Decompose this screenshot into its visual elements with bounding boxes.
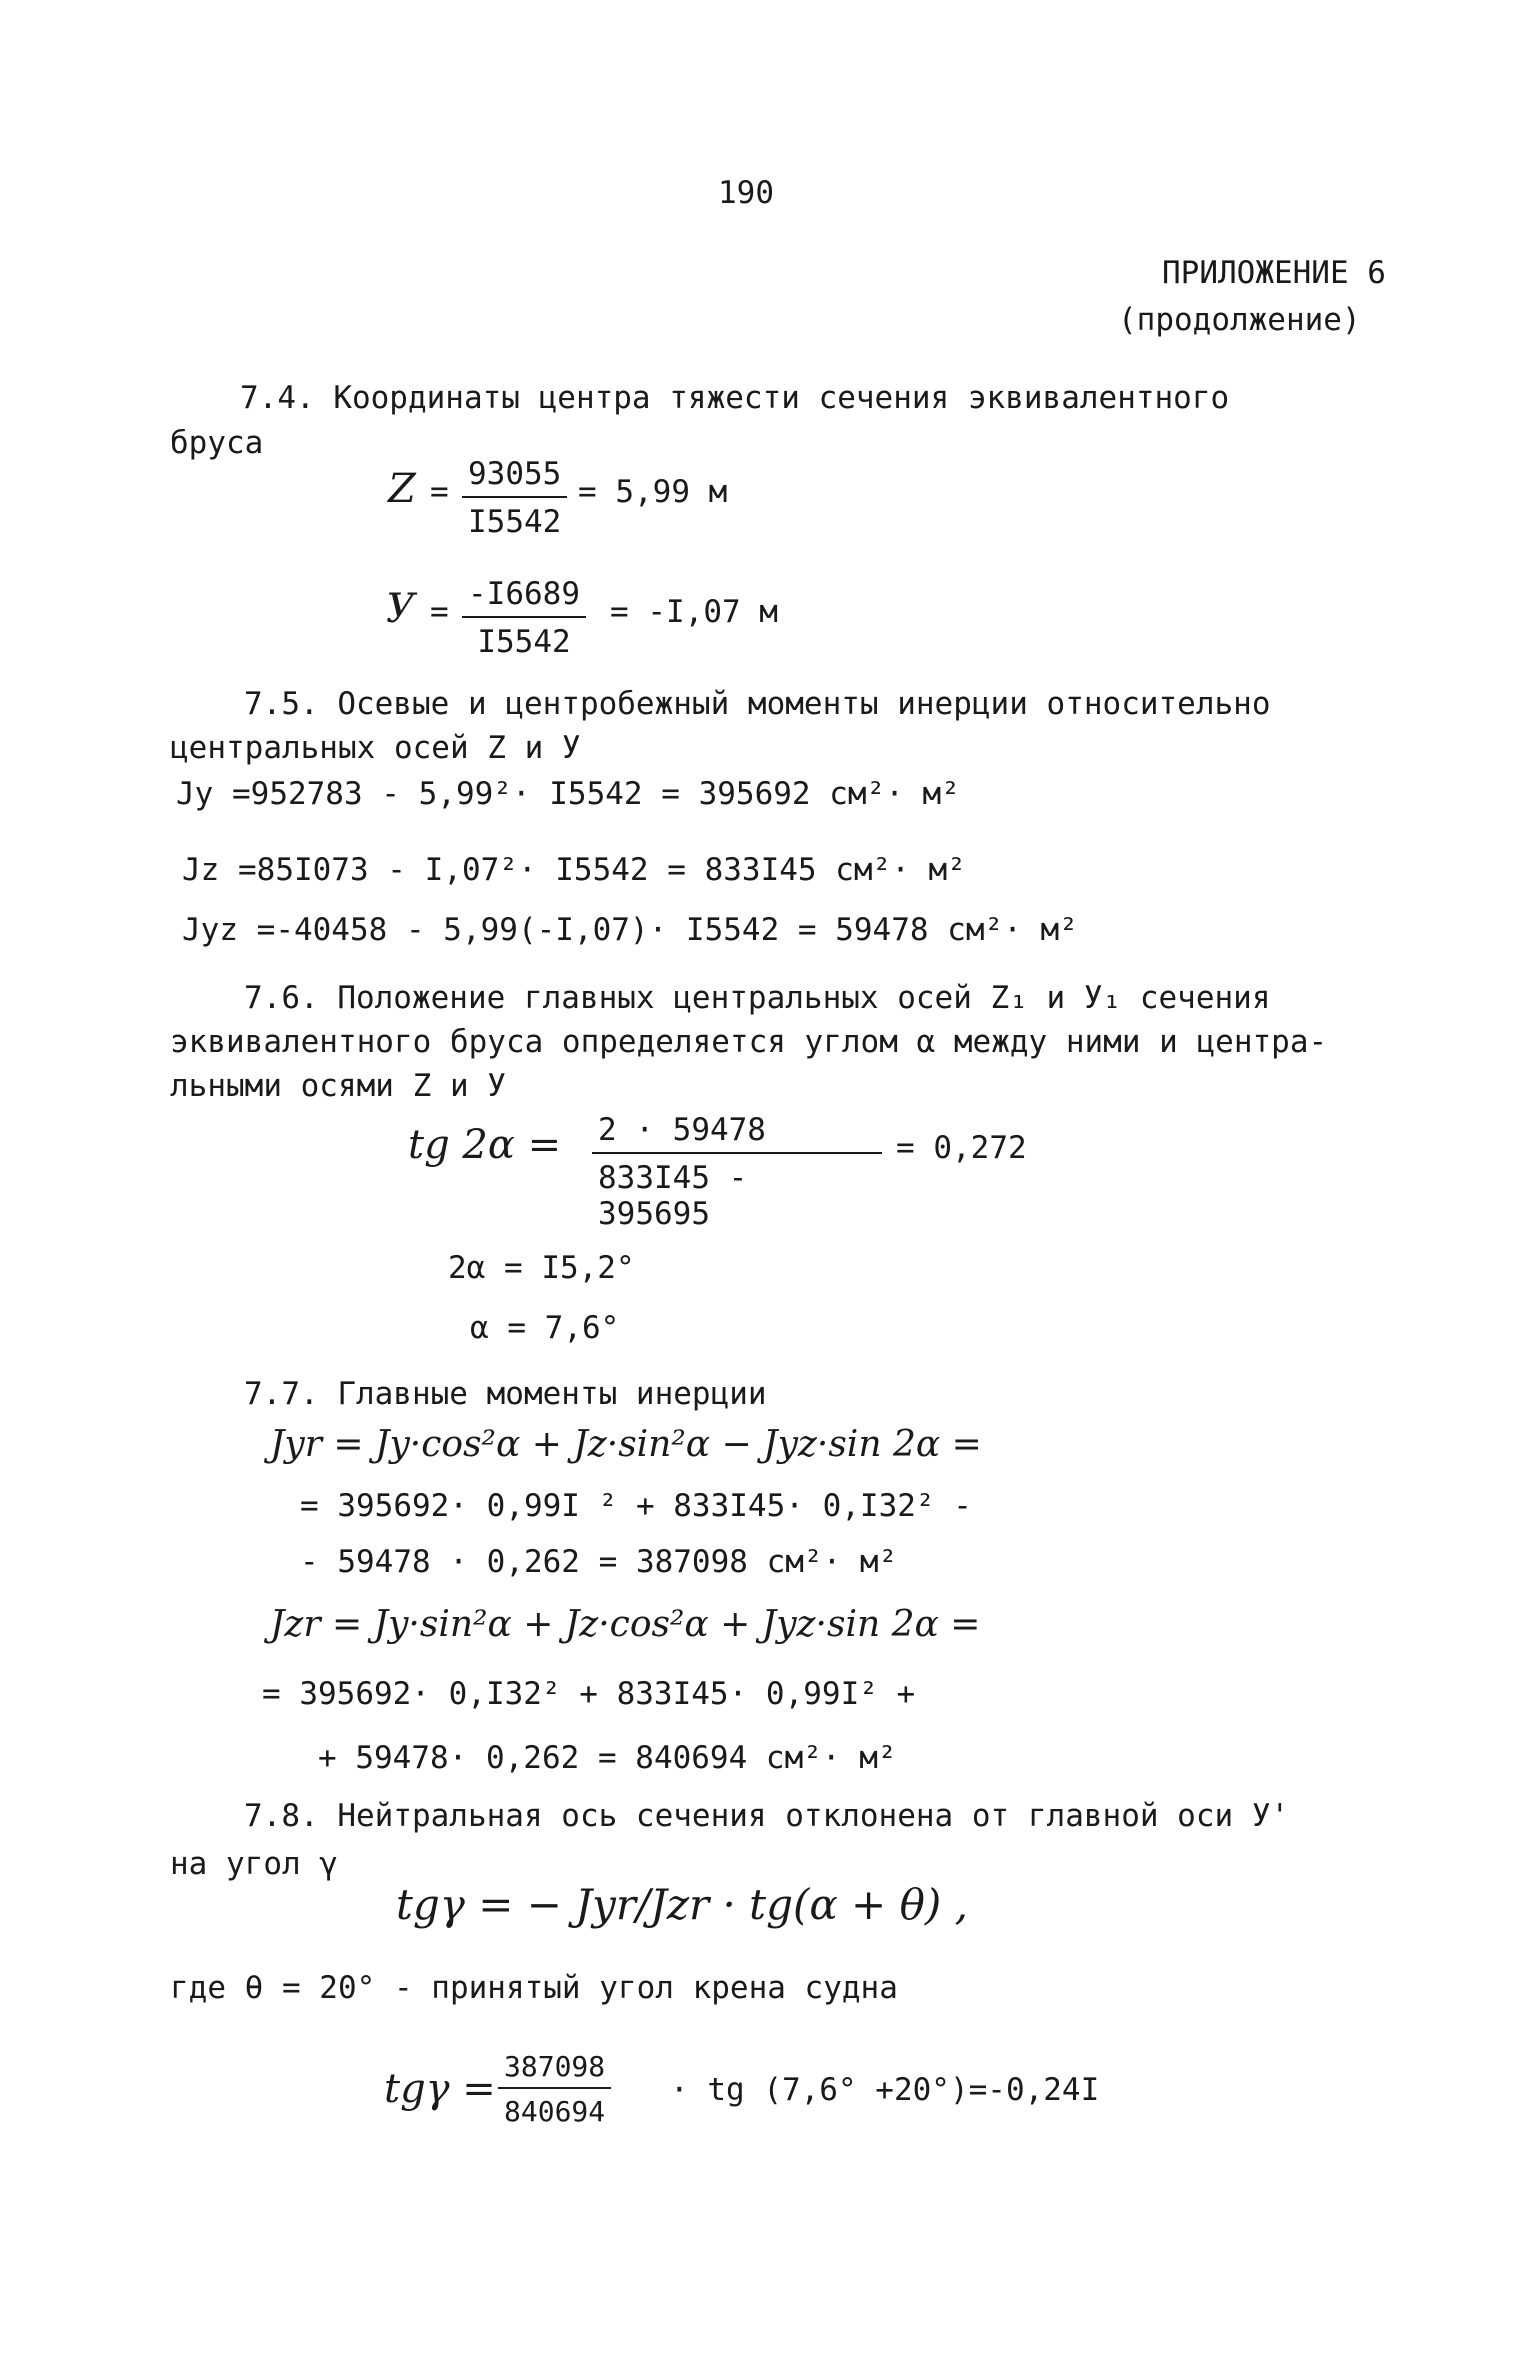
tg-denominator: 833I45 - 395695 [598,1160,748,1232]
z-result: = 5,99 м [578,474,728,510]
final-fraction [498,2050,611,2128]
section-7-4-heading-cont: бруса [170,425,264,461]
section-7-4-heading: 7.4. Координаты центра тяжести сечения эквивалентного [240,380,1230,416]
section-7-5-heading: 7.5. Осевые и центробежный моменты инерции относительно [244,686,1271,722]
z-denominator: I5542 [468,504,562,540]
two-alpha-value: 2α = I5,2° [448,1250,635,1286]
final-lhs: tgγ = [384,2066,496,2112]
jyr-result: - 59478 · 0,262 = 387098 см²· м² [300,1544,898,1580]
jzr-substitution: = 395692· 0,I32² + 833I45· 0,99I² + [262,1676,916,1712]
jzr-result: + 59478· 0,262 = 840694 см²· м² [318,1740,897,1776]
section-7-8-heading-cont: на угол γ [170,1846,338,1882]
section-7-6-heading-cont2: льными осями Z и У [170,1068,506,1104]
tg-fraction [592,1112,882,1232]
jyr-formula: Jyr = Jy·cos²α + Jz·sin²α − Jyz·sin 2α = [270,1424,982,1465]
section-7-5-heading-cont: центральных осей Z и У [170,730,581,766]
equals-sign: = [430,474,449,510]
section-7-6-heading-cont: эквивалентного бруса определяется углом α между ними и центра- [170,1024,1328,1060]
jyr-substitution: = 395692· 0,99I ² + 833I45· 0,I32² - [300,1488,972,1524]
final-result: · tg (7,6° +20°)=-0,24I [670,2072,1100,2108]
tg-gamma-formula: tgγ = − Jyr/Jzr · tg(α + θ) , [396,1880,968,1929]
jz-equation: Jz =85I073 - I,07²· I5542 = 833I45 см²· м² [182,852,966,888]
tg-numerator: 2 · 59478 [592,1112,882,1154]
equals-sign: = [430,594,449,630]
jzr-formula: Jzr = Jy·sin²α + Jz·cos²α + Jyz·sin 2α = [270,1604,981,1645]
y-numerator: -I6689 [462,576,586,618]
section-7-8-heading: 7.8. Нейтральная ось сечения отклонена от главной оси У' [244,1798,1290,1834]
y-variable: У [386,586,415,632]
jy-equation: Jу =952783 - 5,99²· I5542 = 395692 см²· м² [176,776,960,812]
tg-2alpha-lhs: tg 2α = [408,1122,562,1168]
y-denominator: I5542 [477,624,571,660]
section-7-6-heading: 7.6. Положение главных центральных осей Z₁ и У₁ сечения [244,980,1271,1016]
final-denominator: 840694 [504,2095,606,2128]
page-number: 190 [718,175,774,211]
y-fraction [462,576,586,660]
z-variable: Z [388,466,416,512]
z-numerator: 93055 [462,456,567,498]
jyz-equation: Jyz =-40458 - 5,99(-I,07)· I5542 = 59478 см²· м² [182,912,1078,948]
final-numerator: 387098 [498,2050,611,2089]
tg-result: = 0,272 [896,1130,1027,1166]
alpha-value: α = 7,6° [470,1310,620,1346]
z-fraction [462,456,567,540]
section-7-7-heading: 7.7. Главные моменты инерции [244,1376,767,1412]
appendix-title: ПРИЛОЖЕНИЕ 6 [1162,255,1386,291]
appendix-subtitle: (продолжение) [1118,302,1361,338]
theta-definition: где θ = 20° - принятый угол крена судна [170,1970,898,2006]
y-result: = -I,07 м [610,594,778,630]
